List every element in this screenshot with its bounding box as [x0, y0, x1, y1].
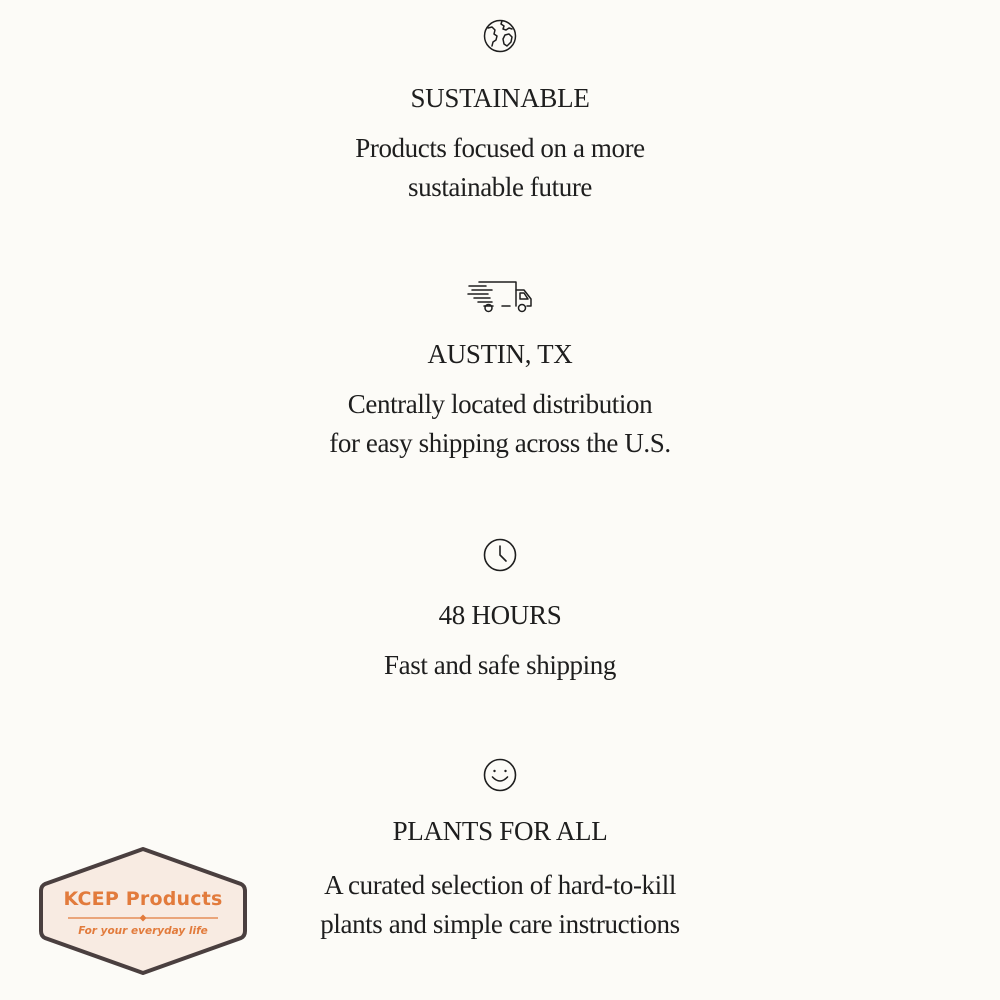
logo-badge-shape — [38, 846, 248, 976]
description-line: Centrally located distribution — [347, 389, 653, 419]
feature-heading: PLANTS FOR ALL — [392, 816, 608, 846]
description-line: plants and simple care instructions — [320, 909, 680, 939]
feature-description — [0, 646, 1000, 685]
feature-48-hours — [0, 537, 1000, 685]
kcep-logo-badge — [38, 846, 248, 976]
description-line: for easy shipping across the U.S. — [329, 428, 671, 458]
logo-tagline: For your everyday life — [78, 925, 208, 937]
description-line: Fast and safe shipping — [384, 650, 616, 680]
smiley-icon — [482, 757, 518, 793]
feature-description — [0, 129, 1000, 207]
description-line: Products focused on a more — [355, 133, 645, 163]
feature-sustainable — [0, 18, 1000, 207]
feature-heading: SUSTAINABLE — [410, 83, 590, 113]
globe-icon — [482, 18, 518, 54]
feature-austin — [0, 278, 1000, 463]
clock-icon — [482, 537, 518, 573]
feature-heading: 48 HOURS — [438, 600, 562, 630]
description-line: A curated selection of hard-to-kill — [324, 870, 676, 900]
logo-title: KCEP Products — [63, 888, 223, 910]
delivery-truck-icon — [466, 278, 534, 316]
feature-heading: AUSTIN, TX — [427, 339, 573, 369]
description-line: sustainable future — [408, 172, 592, 202]
feature-description — [0, 385, 1000, 463]
